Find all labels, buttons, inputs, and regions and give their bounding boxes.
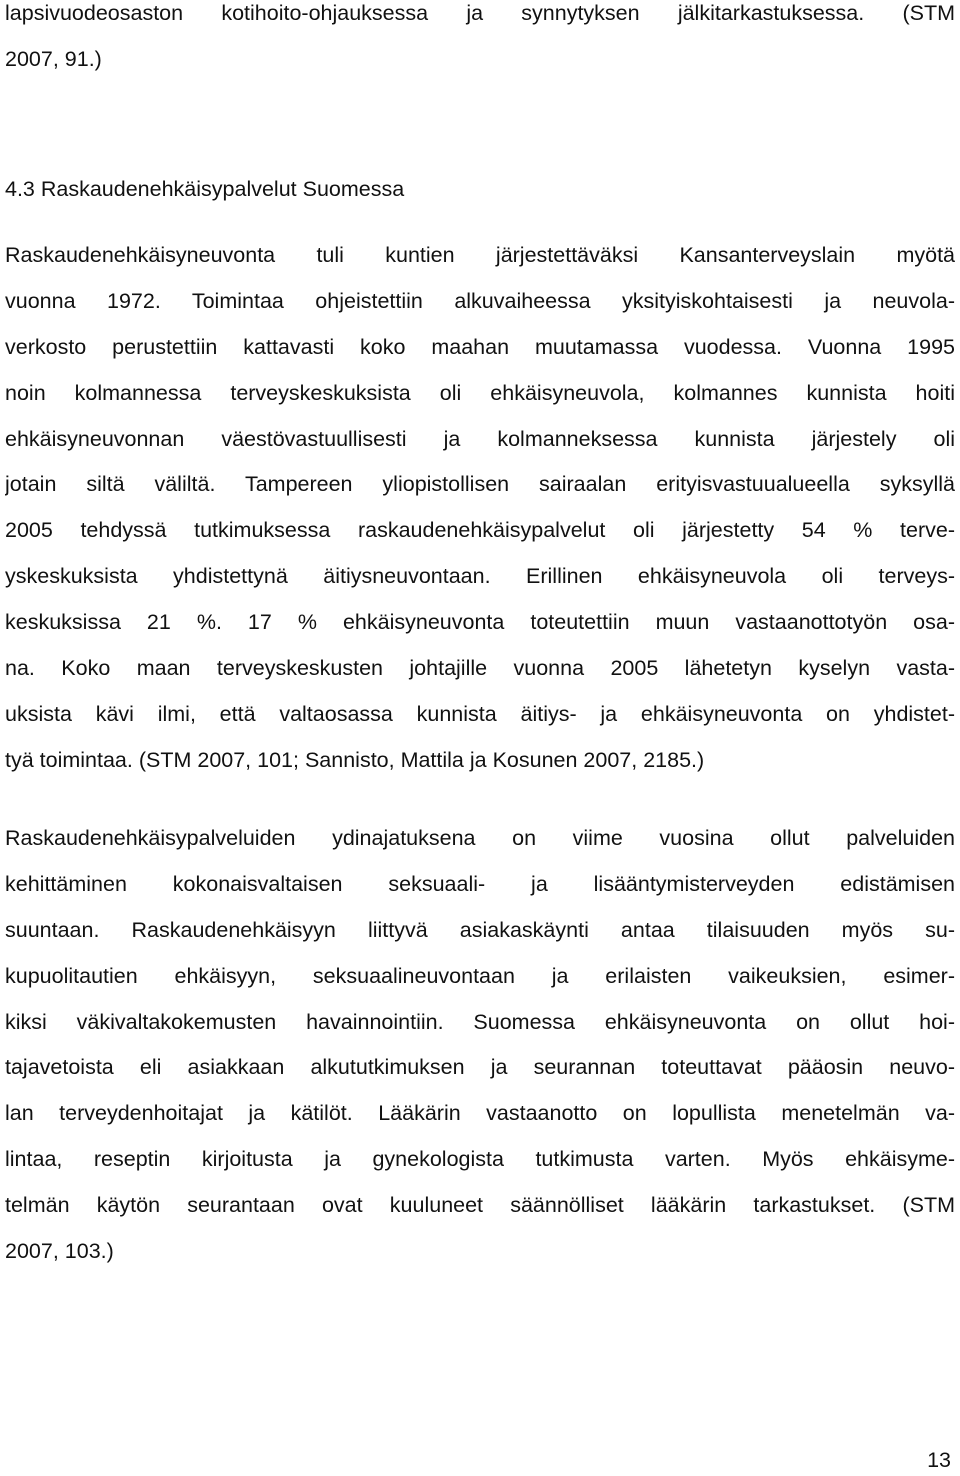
section-heading [5, 167, 955, 213]
paragraph-line: verkosto perustettiin kattavasti koko maahan muutamassa vuodessa. Vuonna 1995 [5, 334, 955, 359]
paragraph-line: na. Koko maan terveyskeskusten johtajille vuonna 2005 lähetetyn kyselyn vasta- [5, 656, 955, 681]
paragraph-line: tajavetoista eli asiakkaan alkututkimuksen ja seurannan toteuttavat pääosin neuvo- [5, 1055, 955, 1080]
paragraph-line: tyä toimintaa. (STM 2007, 101; Sannisto, Mattila ja Kosunen 2007, 2185.) [5, 747, 705, 772]
paragraph-1 [5, 233, 955, 784]
paragraph-line: noin kolmannessa terveyskeskuksista oli ehkäisyneuvola, kolmannes kunnista hoiti [5, 380, 955, 405]
paragraph-line: kiksi väkivaltakokemusten havainnointiin. Suomessa ehkäisyneuvonta on ollut hoi- [5, 1009, 955, 1034]
paragraph-line: uksista kävi ilmi, että valtaosassa kunnista äitiys- ja ehkäisyneuvonta on yhdistet- [5, 701, 955, 726]
intro-line: lapsivuodeosaston kotihoito-ohjauksessa ja synnytyksen jälkitarkastuksessa. (STM [5, 1, 955, 25]
intro-paragraph [5, 0, 955, 83]
paragraph-line: jotain siltä väliltä. Tampereen yliopistollisen sairaalan erityisvastuualueella syksyllä [5, 472, 955, 497]
paragraph-line: lintaa, reseptin kirjoitusta ja gynekologista tutkimusta varten. Myös ehkäisyme- [5, 1147, 955, 1172]
page-number: 13 [927, 1448, 951, 1472]
paragraph-line: yskeskuksista yhdistettynä äitiysneuvontaan. Erillinen ehkäisyneuvola oli terveys- [5, 564, 955, 589]
intro-line: 2007, 91.) [5, 46, 102, 71]
paragraph-line: vuonna 1972. Toimintaa ohjeistettiin alkuvaiheessa yksityiskohtaisesti ja neuvola- [5, 288, 955, 313]
document-page [5, 0, 955, 1476]
paragraph-2 [5, 816, 955, 1275]
paragraph-line: suuntaan. Raskaudenehkäisyyn liittyvä asiakaskäynti antaa tilaisuuden myös su- [5, 917, 955, 942]
paragraph-line: telmän käytön seurantaan ovat kuuluneet säännölliset lääkärin tarkastukset. (STM [5, 1193, 955, 1218]
paragraph-line: Raskaudenehkäisypalveluiden ydinajatuksena on viime vuosina ollut palveluiden [5, 826, 955, 850]
paragraph-line: ehkäisyneuvonnan väestövastuullisesti ja kolmanneksessa kunnista järjestely oli [5, 426, 955, 451]
paragraph-line: Raskaudenehkäisyneuvonta tuli kuntien järjestettäväksi Kansanterveyslain myötä [5, 243, 955, 267]
paragraph-line: kehittäminen kokonaisvaltaisen seksuaali- ja lisääntymisterveyden edistämisen [5, 871, 955, 896]
paragraph-line: lan terveydenhoitajat ja kätilöt. Lääkärin vastaanotto on lopullista menetelmän va- [5, 1101, 955, 1126]
paragraph-line: keskuksissa 21 %. 17 % ehkäisyneuvonta toteutettiin muun vastaanottotyön osa- [5, 610, 955, 635]
paragraph-line: 2005 tehdyssä tutkimuksessa raskaudenehkäisypalvelut oli järjestetty 54 % terve- [5, 518, 955, 543]
paragraph-line: kupuolitautien ehkäisyyn, seksuaalineuvontaan ja erilaisten vaikeuksien, esimer- [5, 963, 955, 988]
paragraph-line: 2007, 103.) [5, 1239, 114, 1264]
section-heading-text: 4.3 Raskaudenehkäisypalvelut Suomessa [5, 177, 405, 201]
